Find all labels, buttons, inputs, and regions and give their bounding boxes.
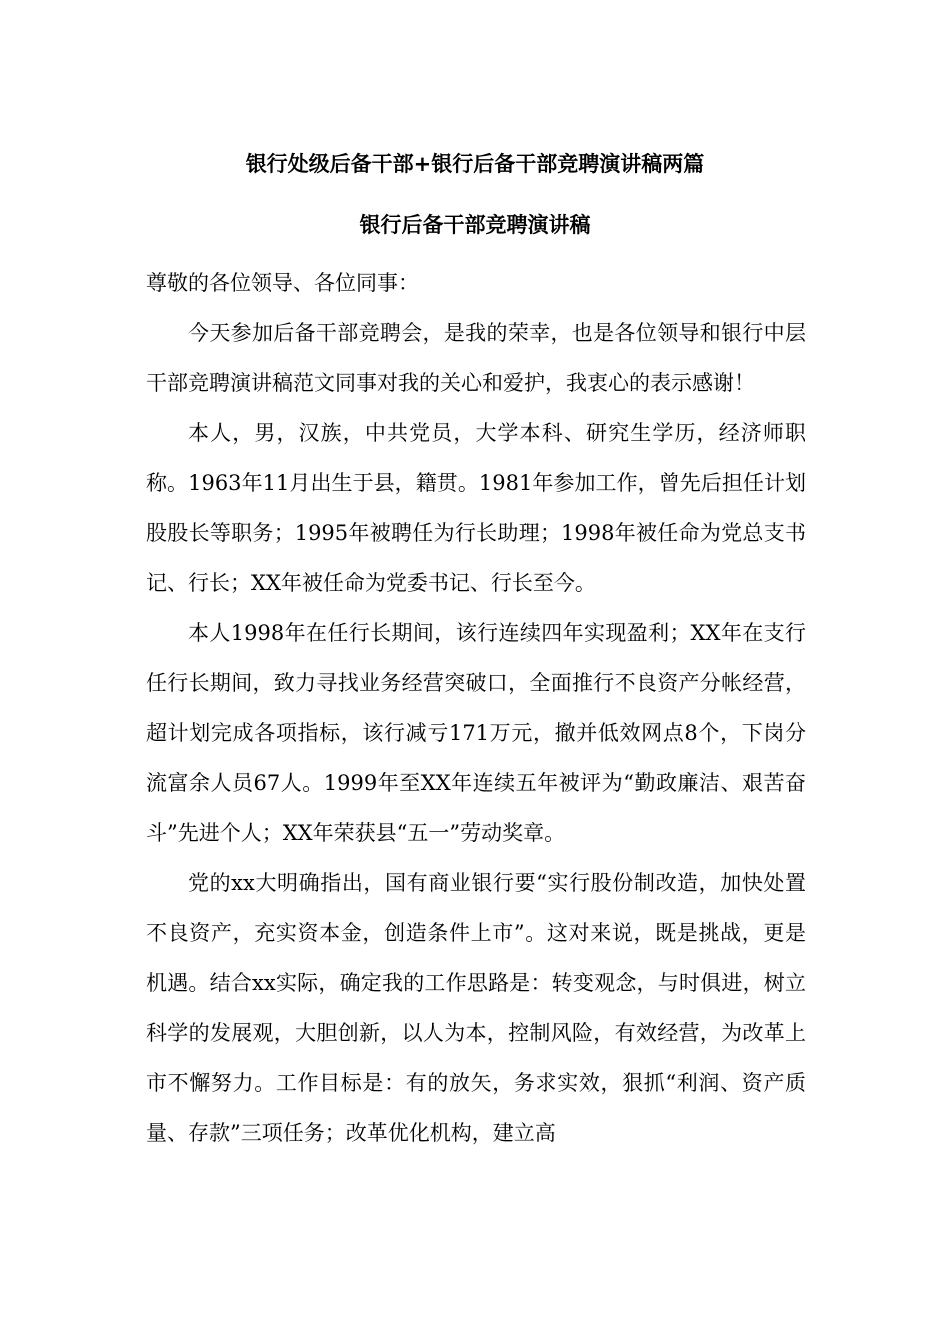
paragraph: 本人，男，汉族，中共党员，大学本科、研究生学历，经济师职称。1963年11月出生于县，籍贯。1981年参加工作，曾先后担任计划股股长等职务；1995年被聘任为行长助理；1998年被任命为党总支书记、行长；XX年被任命为党委书记、行长至今。 (146, 421, 806, 595)
document-title: 银行处级后备干部+银行后备干部竞聘演讲稿两篇 (245, 152, 705, 176)
paragraph: 今天参加后备干部竞聘会，是我的荣幸，也是各位领导和银行中层干部竞聘演讲稿范文同事对我的关心和爱护，我衷心的表示感谢！ (146, 321, 806, 395)
salutation: 尊敬的各位领导、各位同事： (146, 271, 419, 295)
document-subtitle: 银行后备干部竞聘演讲稿 (359, 213, 591, 237)
paragraph: 本人1998年在任行长期间，该行连续四年实现盈利；XX年在支行任行长期间，致力寻找业务经营突破口，全面推行不良资产分帐经营，超计划完成各项指标，该行减亏171万元，撤并低效网点8个，下岗分流富余人员67人。1999年至XX年连续五年被评为“勤政廉洁、艰苦奋斗”先进个人；XX年荣获县“五一”劳动奖章。 (146, 621, 806, 845)
document-body (146, 258, 806, 1158)
paragraph: 党的xx大明确指出，国有商业银行要“实行股份制改造，加快处置不良资产，充实资本金，创造条件上市”。这对来说，既是挑战，更是机遇。结合xx实际，确定我的工作思路是：转变观念，与时俱进，树立科学的发展观，大胆创新，以人为本，控制风险，有效经营，为改革上市不懈努力。工作目标是：有的放矢，务求实效，狠抓“利润、资产质量、存款”三项任务；改革优化机构，建立高 (146, 871, 806, 1145)
